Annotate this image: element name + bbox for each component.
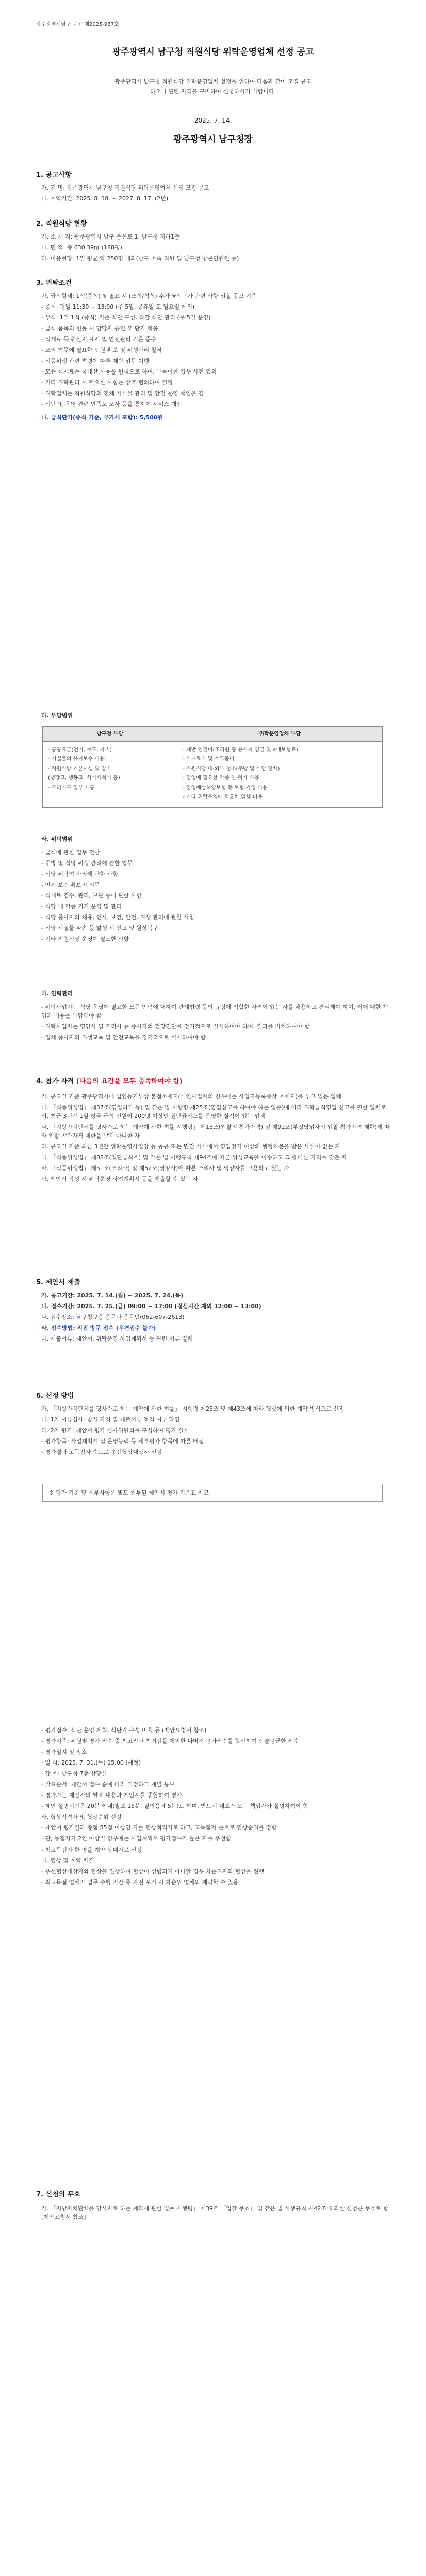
section-6-line: - 평가항목: 사업계획서 및 운영능력 등 세부평가 항목에 따른 배점 <box>41 1438 204 1445</box>
scope-item: - 주방 및 식당 위생 관리에 관한 업무 <box>41 860 133 867</box>
section-3-body <box>41 292 392 424</box>
section-4-line: 나. 「식품위생법」 제37조(영업허가 등) 및 같은 법 시행령 제25조(영업신고를 하여야 하는 업종)에 따라 위탁급식영업 신고를 필한 업체로서, 최근 3년간 1일 평균 급식 인원이 200명 이상인 집단급식소를 운영한 실적이 있는 업체 <box>41 1104 386 1120</box>
duties-district-item: - 조리기구 일부 제공 <box>48 785 95 791</box>
duties-contractor-item: - 기타 위탁운영에 필요한 일체 비용 <box>183 794 263 800</box>
document-number: 광주광역시남구 공고 제2025-967호 <box>36 22 119 27</box>
section-6-eval-line: - 발표순서: 제안서 접수 순에 따라 결정하고 개별 통보 <box>41 1781 175 1788</box>
section-3-line: - 식단 및 운영 관련 만족도 조사 등을 통하여 서비스 개선 <box>41 401 182 408</box>
section-6-eval-line: - 평가점수: 식단 운영 계획, 식단가 구성 비율 등 (제안요청서 참조) <box>41 1727 207 1734</box>
signer: 광주광역시 남구청장 <box>173 134 253 145</box>
scope-item: - 기타 직원식당 운영에 필요한 사항 <box>41 936 129 943</box>
section-2-heading: 2. 직원식당 현황 <box>36 220 87 228</box>
section-3-line: - 위탁업체는 직원식당의 전체 시설물 관리 및 안전 운영 책임을 짐 <box>41 390 204 397</box>
duties-heading: 다. 부담범위 <box>41 712 73 719</box>
section-5-line: 나. 접수기간: 2025. 7. 25.(금) 09:00 ~ 17:00 (점심시간 제외 12:00 ~ 13:00) <box>41 1303 261 1310</box>
section-6-eval-line: · 일 시: 2025. 7. 31.(목) 15:00 (예정) <box>41 1759 141 1767</box>
section-7-heading: 7. 신청의 무효 <box>36 2191 80 2198</box>
section-6-eval-line: - 평가자는 제안자의 발표 내용과 제안서를 종합하여 평가 <box>41 1792 182 1799</box>
duties-col-contractor: 위탁운영업체 부담 <box>177 727 383 742</box>
section-4-line: 마. 「식품위생법」 제88조(집단급식소) 및 같은 법 시행규칙 제94조에 따른 위생교육을 이수하고 그에 따른 자격을 갖춘 자 <box>41 1154 347 1161</box>
section-4-line: 바. 「식품위생법」 제51조(조리사) 및 제52조(영양사)에 따른 조리사 및 영양사를 고용하고 있는 자 <box>41 1165 290 1172</box>
scope-item: - 안전·보건 확보의 의무 <box>41 882 100 889</box>
intro-text <box>46 77 380 96</box>
section-6-evaluation <box>41 1726 392 1889</box>
duties-district-item: - 직원식당 기본시설 및 장비 <box>48 766 111 772</box>
meal-price: 나. 급식단가(중식 기준, 부가세 포함): 5,500원 <box>41 414 163 421</box>
section-1-item: 나. 계약기간: 2025. 8. 18. ~ 2027. 8. 17. (2년) <box>41 195 169 202</box>
scope-body <box>41 848 392 945</box>
section-6-line: 가. 「지방자치단체를 당사자로 하는 계약에 관한 법률」 시행령 제25조 및 제43조에 따라 협상에 의한 계약 방식으로 선정 <box>41 1405 345 1412</box>
section-6-eval-line: - 평가일시 및 장소 <box>41 1749 87 1756</box>
section-6-eval-line: - 최고득점자 한 명을 계약 상대자로 선정 <box>41 1846 142 1853</box>
section-3-line: - 기타 위탁관리 시 필요한 사항은 상호 협의하여 결정 <box>41 379 173 386</box>
section-6-line: - 평가결과 고득점자 순으로 우선협상대상자 선정 <box>41 1449 162 1456</box>
section-3-heading: 3. 위탁조건 <box>36 279 72 287</box>
section-3-line: 가. 급식형태: 1식(중식) ※ 필요 시 (조식/석식) 추가 ※식단가 관련 사항 입찰 공고 기준 <box>41 293 257 299</box>
section-3-line: - 모든 식재료는 국내산 사용을 원칙으로 하며, 부득이한 경우 사전 협의 <box>41 368 217 376</box>
staffing-item: - 위탁사업자는 식당 운영에 필요한 모든 인력에 대하여 관계법령 등의 규정에 적합한 자격이 있는 자를 채용하고 관리해야 하며, 이에 대한 책임과 비용을 부담해야 함 <box>41 1004 388 1020</box>
duties-contractor-cell <box>177 741 383 807</box>
duties-district-cell <box>43 741 177 807</box>
section-2-item: 가. 소 재 지: 광주광역시 남구 봉선로 1, 남구청 지하1층 <box>41 233 180 240</box>
duties-contractor-item: - 영업에 필요한 각종 인·허가 비용 <box>183 775 259 781</box>
section-6-eval-line: - 우선협상대상자와 협상을 진행하며 협상이 성립되지 아니할 경우 차순위자와 협상을 진행 <box>41 1868 265 1875</box>
staffing-item: - 업체 종사자의 위생교육 및 안전교육을 정기적으로 실시하여야 함 <box>41 1034 206 1041</box>
section-5-line: 가. 공고기간: 2025. 7. 14.(월) ~ 2025. 7. 24.(목) <box>41 1292 184 1299</box>
duties-contractor-item: - 제반 인건비(조리원 등 종사자 임금 및 4대보험료) <box>183 747 298 753</box>
section-4-title: 4. 참가 자격 <box>36 1078 74 1086</box>
duties-table <box>42 726 383 808</box>
section-6-eval-line: - 제안서 평가결과 총점 85점 이상인 자를 협상적격자로 하고, 고득점자 순으로 협상순위를 정함 <box>41 1824 277 1832</box>
staffing-item: - 위탁사업자는 영양사 및 조리사 등 종사자의 건강진단을 정기적으로 실시하여야 하며, 결과를 비치하여야 함 <box>41 1023 310 1030</box>
intro-line-2: 하오니 관련 자격을 구비하여 신청하시기 바랍니다. <box>150 88 276 95</box>
section-5-line: 마. 제출서류: 제안서, 위탁운영 사업계획서 등 관련 서류 일체 <box>41 1335 193 1343</box>
section-6-heading: 6. 선정 방법 <box>36 1392 74 1400</box>
section-1-heading: 1. 공고사항 <box>36 171 72 179</box>
section-6-eval-line: - 평가기준: 위원별 평가 점수 중 최고점과 최저점을 제외한 나머지 평가점수를 합산하여 산술평균한 점수 <box>41 1738 299 1745</box>
section-1-body <box>41 183 392 205</box>
section-6-eval-line: - 단, 동점자가 2인 이상일 경우에는 사업계획서 평가점수가 높은 자를 우선함 <box>41 1835 232 1842</box>
section-6-body <box>41 1404 392 1459</box>
duties-contractor-item: - 식재료비 및 소모품비 <box>183 756 235 762</box>
section-5-heading: 5. 제안서 제출 <box>36 1279 80 1286</box>
section-6-eval-line: 라. 협상적격자 및 협상순위 선정 <box>41 1814 122 1821</box>
section-6-line: 다. 2차 평가: 제안서 평가 심사위원회를 구성하여 평가 실시 <box>41 1427 189 1434</box>
duties-district-item: (냉장고, 냉동고, 식기세척기 등) <box>48 775 120 781</box>
section-3-line: - 중식: 평일 11:30 ~ 13:00 (주 5일, 공휴일·토·일요일 제외) <box>41 303 195 311</box>
section-1-item: 가. 건 명: 광주광역시 남구청 직원식당 위탁운영업체 선정 모집 공고 <box>41 184 209 191</box>
section-3-line: - 식재료 등 원산지 표시 및 안전관리 기준 준수 <box>41 336 157 343</box>
section-2-item: 나. 면 적: 총 630.39㎡ (188평) <box>41 244 122 251</box>
section-5-body <box>41 1291 392 1345</box>
section-4-line: 가. 공고일 기준 광주광역시에 법인등기부상 본점소재지(개인사업자의 경우에는 사업자등록증상 소재지)를 두고 있는 업체 <box>41 1093 341 1100</box>
section-4-line: 라. 공고일 기준 최근 3년간 위탁운영사업장 등 공공 또는 민간 시설에서 영업정지 이상의 행정처분을 받은 사실이 없는 자 <box>41 1143 340 1150</box>
staffing-body <box>41 1003 392 1044</box>
section-6-line: 나. 1차 서류심사: 참가 자격 및 제출서류 적격 여부 확인 <box>41 1416 180 1423</box>
section-3-line: - 식품위생 관련 법령에 따른 제반 업무 이행 <box>41 358 150 365</box>
scope-item: - 식재료 검수, 관리, 보관 등에 관한 사항 <box>41 892 142 900</box>
scope-item: - 급식에 관한 업무 전반 <box>41 849 100 856</box>
section-5-line: 라. 접수방법: 직접 방문 접수 (우편접수 불가) <box>41 1325 156 1332</box>
section-7-body <box>41 2204 392 2224</box>
section-7-text: 가. 「지방자치단체를 당사자로 하는 계약에 관한 법률 시행령」 제39조 「입찰 무효」 및 같은 법 시행규칙 제42조에 의한 신청은 무효로 함 [제안요청서 참조] <box>41 2205 389 2221</box>
section-3-line: - 부식: 1일 1식 (중식) 기준 식단 구성, 월간 식단 관리 (주 5일 운영) <box>41 314 211 321</box>
section-2-body <box>41 232 392 265</box>
section-3-line: - 조리 업무에 필요한 인원 확보 및 위생관리 철저 <box>41 347 162 354</box>
intro-line-1: 광주광역시 남구청 직원식당 위탁운영업체 선정을 위하여 다음과 같이 모집 공고 <box>114 78 312 85</box>
section-4-requirement-note: (다음의 요건을 모두 충족하여야 함) <box>76 1078 183 1086</box>
duties-contractor-item: - 직원식당 내·외부 청소(주방 및 식당 전체) <box>183 766 280 772</box>
section-6-eval-line: - 최고득점 업체가 업무 수행 기간 중 자진 포기 시 차순위 업체와 계약할 수 있음 <box>41 1878 239 1886</box>
duties-district-item: - 공공요금(전기, 수도, 가스) <box>48 747 112 753</box>
section-4-body <box>41 1092 392 1185</box>
evaluation-note-box: ※ 평가 기준 및 세부사항은 별도 첨부된 제안서 평가 기준표 참고 <box>42 1484 383 1502</box>
section-4-line: 사. 제안서 작성 시 위탁운영 사업계획서 등을 제출할 수 있는 자 <box>41 1176 199 1183</box>
announcement-date: 2025. 7. 14. <box>194 117 232 124</box>
scope-item: - 식당 내 각종 기기 운영 및 관리 <box>41 903 122 910</box>
staffing-heading: 마. 인력관리 <box>41 990 73 997</box>
section-6-eval-line: 마. 협상 및 계약 체결 <box>41 1857 94 1864</box>
scope-item: - 식당 시설물 파손 등 발생 시 신고 및 원상복구 <box>41 925 158 932</box>
section-6-eval-line: · 장 소: 남구청 7층 상황실 <box>41 1770 107 1777</box>
section-4-line: 다. 「지방자치단체를 당사자로 하는 계약에 관한 법률 시행령」 제13조(입찰의 참가자격) 및 제92조(부정당업자의 입찰 참가자격 제한)에 따라 입찰 참가자격 제한을 받지 아니한 자 <box>41 1124 390 1140</box>
section-2-item: 다. 이용현황: 1일 평균 약 250명 내외(남구 소속 직원 및 남구청 방문민원인 등) <box>41 255 239 262</box>
section-4-heading <box>36 1077 183 1087</box>
duties-col-district: 남구청 부담 <box>43 727 177 742</box>
duties-contractor-item: - 영업배상책임보험 등 보험 가입 비용 <box>183 785 268 791</box>
scope-item: - 식당 종사자의 채용, 인사, 보건, 안전, 위생 관리에 관한 사항 <box>41 914 195 921</box>
page-title: 광주광역시 남구청 직원식당 위탁운영업체 선정 공고 <box>112 47 314 57</box>
section-6-eval-line: - 제안 설명시간은 20분 이내(발표 15분, 질의응답 5분)로 하며, 반드시 대표자 또는 책임자가 설명하여야 함 <box>41 1803 308 1810</box>
scope-heading: 라. 위탁범위 <box>41 836 73 842</box>
section-3-line: - 급식 품목의 변동 시 담당자 승인 후 단가 적용 <box>41 325 158 332</box>
section-5-line: 다. 접수장소: 남구청 7층 총무과 총무팀(062-607-2613) <box>41 1314 185 1321</box>
duties-district-item: - 시설물의 유지보수 비용 <box>48 756 105 762</box>
scope-item: - 식당 위탁업 관리에 관한 사항 <box>41 871 118 878</box>
